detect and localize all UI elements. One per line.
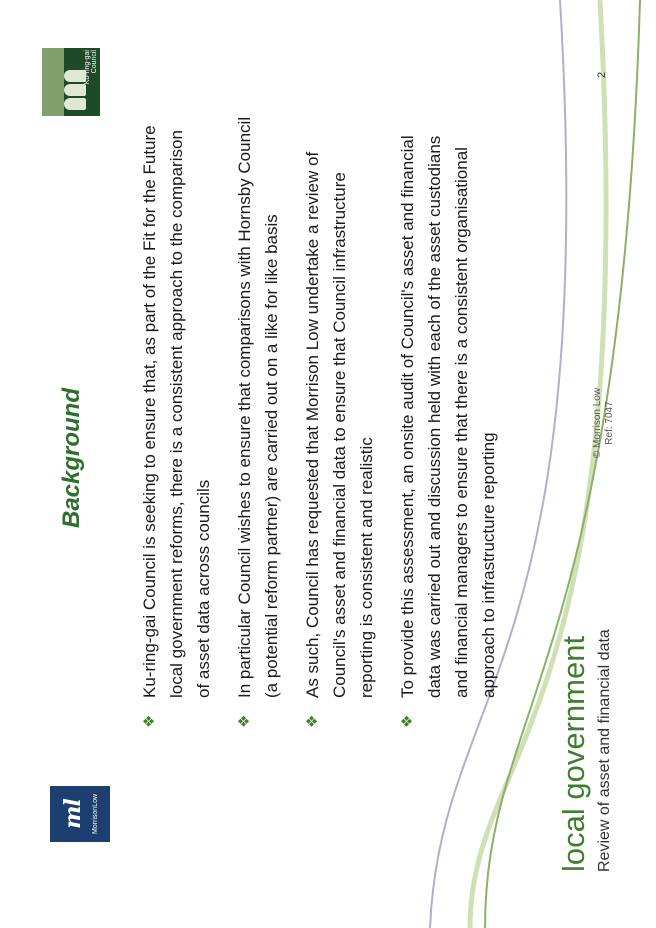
page-number: 2 bbox=[596, 71, 608, 78]
bullet-diamond-icon: ❖ bbox=[399, 714, 416, 728]
morrison-low-logo bbox=[50, 786, 110, 842]
footer-copyright bbox=[592, 348, 616, 498]
bullet-list bbox=[136, 113, 516, 728]
copyright-text: © Morrison Low bbox=[592, 387, 603, 459]
bullet-diamond-icon: ❖ bbox=[236, 714, 253, 728]
kuringgai-logo-line1: Ku-ring-gai bbox=[84, 50, 91, 85]
kuringgai-logo-sky bbox=[42, 48, 64, 116]
bullet-item bbox=[394, 113, 502, 728]
bullet-text: Ku-ring-gai Council is seeking to ensure that, as part of the Fit for the Future local government reforms, there is a consistent approach to the comparison of asset data across councils bbox=[140, 125, 213, 698]
footer-subtitle: Review of asset and financial data bbox=[596, 629, 613, 872]
bullet-text: As such, Council has requested that Morrison Low undertake a review of Council's asset and financial data to ensure that Council infrastructure reporting is consistent and realistic bbox=[303, 151, 376, 698]
slide-title: Background bbox=[58, 388, 85, 529]
bullet-diamond-icon: ❖ bbox=[141, 714, 158, 728]
bullet-text: To provide this assessment, an onsite audit of Council's asset and financial data was carried out and discussion held with each of the asset custodians and financial managers to ensure that there is a consistent organisational approach to infrastructure reporting bbox=[398, 135, 498, 698]
bullet-item bbox=[231, 113, 285, 728]
kuringgai-council-logo bbox=[42, 48, 100, 116]
bullet-text: In particular Council wishes to ensure that comparisons with Hornsby Council (a potential reform partner) are carried out on a like for like basis bbox=[235, 116, 281, 698]
bullet-item bbox=[136, 113, 217, 728]
kuringgai-logo-line2: Council bbox=[91, 50, 98, 74]
bullet-diamond-icon: ❖ bbox=[304, 714, 321, 728]
kuringgai-tree-icon bbox=[64, 70, 86, 82]
morrison-low-logo-text: MorrisonLow bbox=[92, 793, 99, 835]
bullet-item bbox=[299, 113, 380, 728]
morrison-low-logo-mark: ml bbox=[60, 799, 86, 829]
kuringgai-logo-text bbox=[84, 50, 98, 114]
footer-title: local government bbox=[556, 635, 591, 872]
reference-text: Ref: 7047 bbox=[604, 401, 615, 445]
kuringgai-tree-icon bbox=[64, 84, 86, 96]
kuringgai-tree-icon bbox=[64, 98, 86, 110]
